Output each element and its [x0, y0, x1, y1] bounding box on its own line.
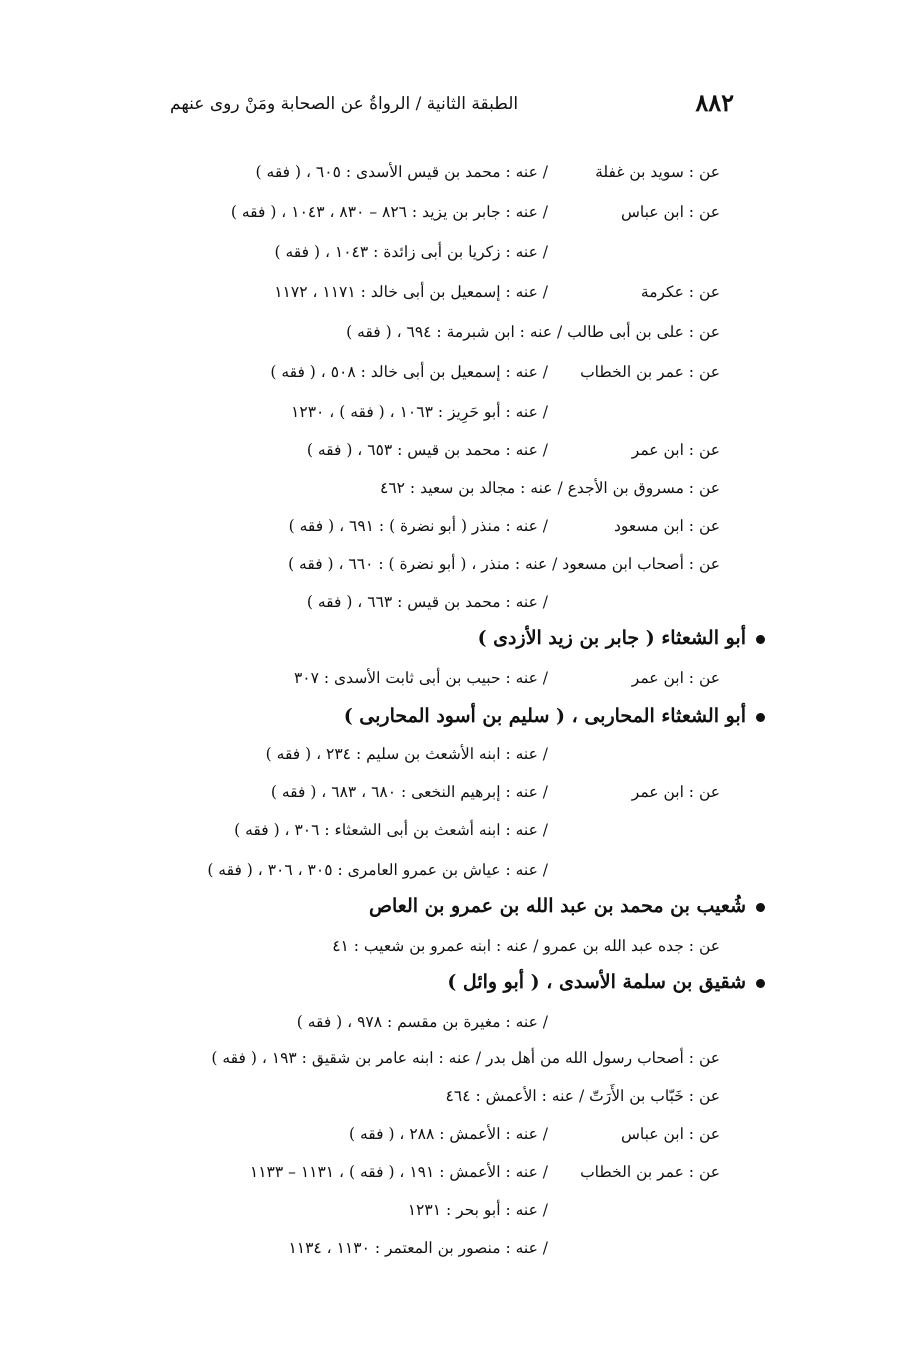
entry-text: عن : مسروق بن الأجدع / عنه : مجالد بن سعيد : ٤٦٢ — [380, 479, 720, 497]
source-text: عن : ابن عباس — [620, 1125, 720, 1143]
entry-line — [140, 436, 720, 464]
transmitter-text: / عنه : ابنه الأشعث بن سليم : ٢٣٤ ، ( فقه ) — [265, 745, 548, 763]
entry-line — [140, 1158, 720, 1186]
entry-line — [140, 664, 720, 692]
source-text: عن : عمر بن الخطاب — [580, 1163, 720, 1181]
transmitter-text: / عنه : زكريا بن أبى زائدة : ١٠٤٣ ، ( فقه ) — [274, 243, 548, 261]
entry-text: عن : أصحاب رسول الله من أهل بدر / عنه : ابنه عامر بن شقيق : ١٩٣ ، ( فقه ) — [211, 1049, 720, 1067]
transmitter-text: / عنه : الأعمش : ١٩١ ، ( فقه ) ، ١١٣١ – ١١٣٣ — [249, 1163, 548, 1181]
source-text: عن : ابن عمر — [631, 441, 720, 459]
transmitter-text: / عنه : منصور بن المعتمر : ١١٣٠ ، ١١٣٤ — [288, 1239, 548, 1257]
entry-line — [140, 1082, 720, 1110]
entry-text: عن : على بن أبى طالب / عنه : ابن شبرمة : ٦٩٤ ، ( فقه ) — [346, 323, 720, 341]
entry-line — [140, 358, 720, 386]
transmitter-text: / عنه : منذر ( أبو نضرة ) : ٦٩١ ، ( فقه ) — [288, 517, 548, 535]
entry-line — [140, 1234, 720, 1262]
narrator-name: شقيق بن سلمة الأسدى ، ( أبو وائل ) — [447, 971, 746, 993]
narrator-heading — [369, 889, 765, 923]
narrator-heading — [447, 965, 765, 999]
entry-line — [140, 1008, 720, 1036]
source-text: عن : ابن عمر — [631, 783, 720, 801]
narrator-heading — [344, 699, 765, 733]
entry-line — [140, 512, 720, 540]
entry-line — [140, 198, 720, 226]
running-head: الطبقة الثانية / الرواةُ عن الصحابة ومَنْ روى عنهم — [170, 94, 519, 114]
source-text: عن : ابن مسعود — [614, 517, 720, 535]
entry-line — [140, 158, 720, 186]
bullet-icon — [756, 903, 765, 912]
bullet-icon — [756, 713, 765, 722]
transmitter-text: / عنه : إسمعيل بن أبى خالد : ٥٠٨ ، ( فقه ) — [270, 363, 548, 381]
source-text: عن : عمر بن الخطاب — [580, 363, 720, 381]
entry-line — [140, 778, 720, 806]
entry-line — [140, 474, 720, 502]
entry-text: عن : خَبّاب بن الأَرَتّ / عنه : الأعمش : ٤٦٤ — [445, 1087, 720, 1105]
transmitter-text: / عنه : إبرهيم النخعى : ٦٨٠ ، ٦٨٣ ، ( فقه ) — [270, 783, 548, 801]
entry-line — [140, 856, 720, 884]
entry-line — [140, 278, 720, 306]
source-text: عن : سويد بن غفلة — [595, 163, 720, 181]
entry-text: عن : جده عبد الله بن عمرو / عنه : ابنه عمرو بن شعيب : ٤١ — [332, 937, 720, 955]
narrator-name: شُعيب بن محمد بن عبد الله بن عمرو بن العاص — [369, 895, 746, 917]
source-text: عن : ابن عباس — [620, 203, 720, 221]
page-header — [150, 88, 770, 128]
entry-line — [140, 1044, 720, 1072]
transmitter-text: / عنه : حبيب بن أبى ثابت الأسدى : ٣٠٧ — [293, 669, 548, 687]
bullet-icon — [756, 979, 765, 988]
entry-line — [140, 932, 720, 960]
narrator-name: أبو الشعثاء المحاربى ، ( سليم بن أسود المحاربى ) — [343, 705, 746, 727]
source-text: عن : عكرمة — [640, 283, 720, 301]
entry-line — [140, 1120, 720, 1148]
narrator-heading — [478, 621, 765, 655]
entry-line — [140, 238, 720, 266]
transmitter-text: / عنه : الأعمش : ٢٨٨ ، ( فقه ) — [348, 1125, 548, 1143]
narrator-name: أبو الشعثاء ( جابر بن زيد الأزدى ) — [477, 627, 746, 649]
entry-line — [140, 740, 720, 768]
source-text: عن : ابن عمر — [631, 669, 720, 687]
entry-line — [140, 398, 720, 426]
transmitter-text: / عنه : جابر بن يزيد : ٨٢٦ – ٨٣٠ ، ١٠٤٣ ، ( فقه ) — [230, 203, 548, 221]
entry-line — [140, 816, 720, 844]
transmitter-text: / عنه : أبو بحر : ١٢٣١ — [407, 1201, 548, 1219]
entry-text: عن : أصحاب ابن مسعود / عنه : منذر ، ( أبو نضرة ) : ٦٦٠ ، ( فقه ) — [288, 555, 720, 573]
bullet-icon — [756, 635, 765, 644]
transmitter-text: / عنه : أبو حَرِيز : ١٠٦٣ ، ( فقه ) ، ١٢٣٠ — [291, 403, 548, 421]
page-number: ٨٨٢ — [695, 88, 734, 117]
entry-line — [140, 588, 720, 616]
transmitter-text: / عنه : مغيرة بن مقسم : ٩٧٨ ، ( فقه ) — [296, 1013, 548, 1031]
entry-line — [140, 550, 720, 578]
transmitter-text: / عنه : محمد بن قيس الأسدى : ٦٠٥ ، ( فقه ) — [255, 163, 548, 181]
transmitter-text: / عنه : ابنه أشعث بن أبى الشعثاء : ٣٠٦ ، ( فقه ) — [234, 821, 548, 839]
transmitter-text: / عنه : عياش بن عمرو العامرى : ٣٠٥ ، ٣٠٦ ، ( فقه ) — [207, 861, 548, 879]
transmitter-text: / عنه : محمد بن قيس : ٦٦٣ ، ( فقه ) — [306, 593, 548, 611]
entry-line — [140, 1196, 720, 1224]
entry-line — [140, 318, 720, 346]
transmitter-text: / عنه : إسمعيل بن أبى خالد : ١١٧١ ، ١١٧٢ — [274, 283, 548, 301]
transmitter-text: / عنه : محمد بن قيس : ٦٥٣ ، ( فقه ) — [306, 441, 548, 459]
